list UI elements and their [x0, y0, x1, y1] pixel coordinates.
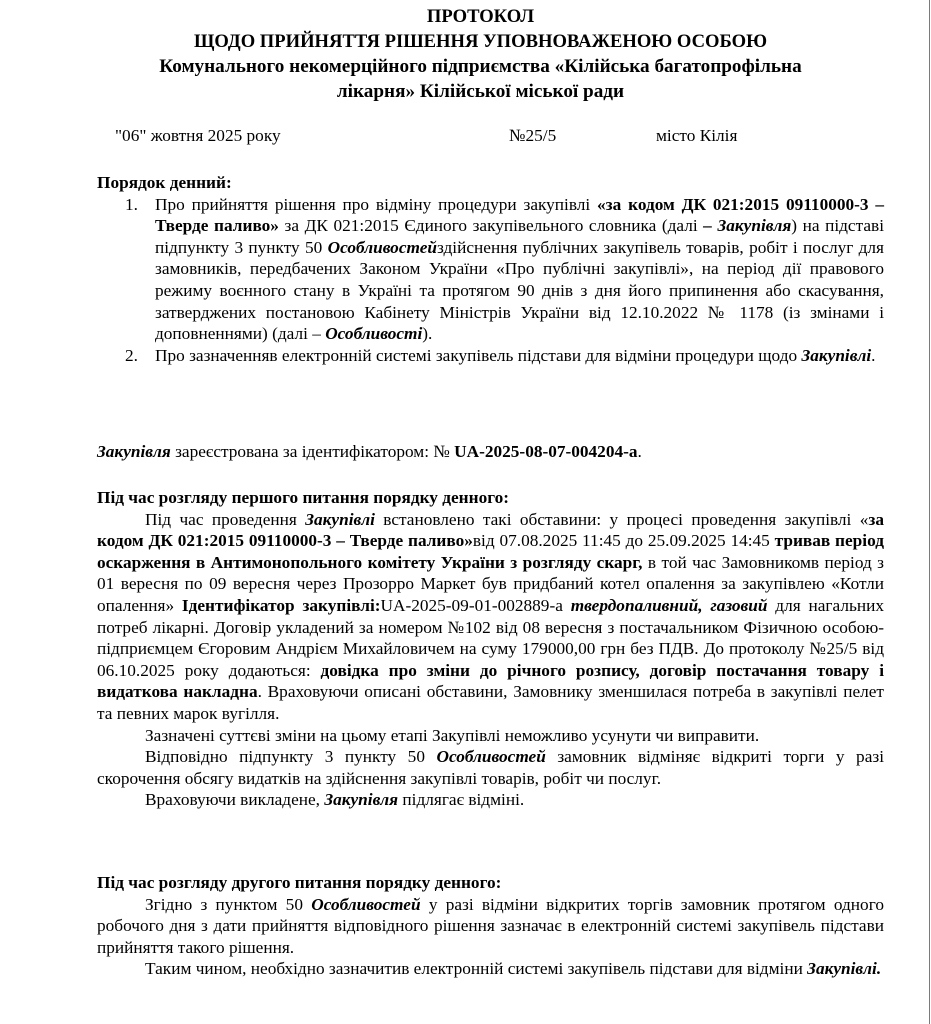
- text-run: ).: [422, 324, 433, 344]
- term-zakupivlia: Закупівля: [324, 790, 399, 810]
- text-run: від 07.08.2025 11:45 до 25.09.2025 14:45: [472, 531, 775, 551]
- text-run: Таким чином, необхідно зазначитив електронній системі закупівель підстави для відміни: [145, 959, 808, 979]
- text-run: встановлено такі обставини: у процесі проведення закупівлі «: [374, 509, 869, 529]
- boiler-type: твердопаливний, газовий: [570, 595, 768, 615]
- term-osoblyvostei: Особливостей: [436, 747, 546, 767]
- title-org-line2: лікарня» Кілійської міської ради: [336, 81, 625, 102]
- second-question-heading: Під час розгляду другого питання порядку денного:: [97, 873, 502, 892]
- title-org-line1: Комунального некомерційного підприємства «Кілійська багатопрофільна: [159, 56, 802, 77]
- registration-line: [97, 441, 884, 463]
- term-zakupivli: Закупівлі: [801, 345, 872, 365]
- appeal-period: тривав період оскарження в Антимонопольного комітету України з розгляду скарг,: [97, 531, 884, 572]
- title-subject: ЩОДО ПРИЙНЯТТЯ РІШЕННЯ УПОВНОВАЖЕНОЮ ОСОБОЮ: [193, 31, 768, 52]
- text-run: здійснення публічних закупівель товарів, робіт і послуг для замовників, передбачених Законом України «Про публічні закупівлі», на період дії правового режиму воєнного стану в Україні та протягом 90 днів з дня його припинення або скасування, затверджених постановою Кабінету Міністрів України від 12.10.2022 № 1178 (із змінами і доповненнями) (далі –: [155, 237, 885, 344]
- document-number: №25/5: [509, 126, 557, 145]
- procurement-id: UA-2025-08-07-004204-а: [454, 442, 638, 461]
- procurement-code: «за кодом ДК 021:2015 09110000-3 – Тверде паливо»: [155, 194, 884, 236]
- document-meta: [115, 125, 815, 147]
- text-run: ) на підставі підпункту 3 пункту 50: [155, 216, 885, 257]
- term-osoblyvosti: Особливості: [325, 324, 423, 344]
- procurement-id-value: UA-2025-09-01-002889-а: [380, 595, 571, 615]
- first-question-para-1: [97, 509, 884, 725]
- first-question-para-3: [97, 746, 884, 789]
- text-run: за ДК 021:2015 Єдиного закупівельного словника (далі: [278, 216, 704, 236]
- text-run: для нагальних потреб лікарні. Договір укладений за номером №102 від 08 вересня з постачальником Фізичною особою-підприємцем Єгоровим Андрієм Михайловичем на суму 179000,00 грн без ПДВ. До протоколу №25/5 від 06.10.2025 року додаються:: [97, 595, 884, 680]
- text-run: Про зазначенняв електронній системі закупівель підстави для відміни процедури щодо: [155, 345, 802, 365]
- agenda-item-1: [97, 194, 884, 345]
- text-run: Враховуючи викладене,: [145, 790, 325, 810]
- document-city: місто Кілія: [656, 126, 738, 145]
- document-title: [0, 4, 931, 104]
- agenda-heading: Порядок денний:: [97, 173, 232, 192]
- agenda-item-number: 2.: [125, 345, 138, 365]
- first-question-heading: Під час розгляду першого питання порядку денного:: [97, 488, 510, 507]
- document-date: "06" жовтня 2025 року: [115, 126, 281, 145]
- attachments-list: довідка про зміни до річного розпису, договір постачання товару і видаткова накладна: [97, 660, 884, 702]
- first-question-para-2: Зазначені суттєві зміни на цьому етапі Закупівлі неможливо усунути чи виправити.: [145, 725, 760, 745]
- agenda-list: [97, 194, 884, 367]
- first-question-section: [97, 487, 884, 811]
- agenda-item-2: [97, 345, 884, 367]
- title-protocol: ПРОТОКОЛ: [426, 6, 535, 27]
- text-run: у разі відміни відкритих торгів замовник протягом одного робочого дня з дати прийняття відповідного рішення зазначає в електронній системі закупівель підстави прийняття такого рішення.: [97, 894, 884, 957]
- text-run: Відповідно підпункту 3 пункту 50: [145, 747, 437, 767]
- agenda-section: [97, 172, 884, 366]
- term-osoblyvostei: Особливостей: [327, 237, 437, 257]
- term-zakupivli: Закупівлі.: [807, 959, 882, 979]
- text-run: .: [871, 345, 876, 365]
- document-page: [97, 0, 885, 979]
- second-question-para-1: [97, 894, 884, 959]
- page-edge-rule: [929, 0, 930, 1024]
- text-run: . Враховуючи описані обставини, Замовнику зменшилася потреба в закупівлі пелет та певних марок вугілля.: [97, 682, 884, 723]
- term-zakupivlia: – Закупівля: [703, 216, 792, 236]
- second-question-para-2: [97, 958, 884, 980]
- agenda-item-number: 1.: [125, 194, 138, 214]
- text-run: замовник відміняє відкриті торги у разі скорочення обсягу видатків на здійснення закупівлі товарів, робіт чи послуг.: [97, 747, 884, 788]
- procurement-id-label: Ідентифікатор закупівлі:: [181, 595, 381, 615]
- first-question-para-4: [97, 789, 884, 811]
- text-run: зареєстрована за ідентифікатором: №: [170, 442, 455, 461]
- text-run: Згідно з пунктом 50: [145, 894, 312, 914]
- text-run: .: [637, 442, 642, 461]
- term-zakupivli: Закупівлі: [305, 509, 375, 529]
- text-run: в той час Замовникомв період з 01 вересня по 09 вересня через Прозорро Маркет був придбаний котел опалення за закупівлею «Котли опалення»: [97, 552, 885, 615]
- text-run: Про прийняття рішення про відміну процедури закупівлі: [155, 194, 598, 214]
- term-zakupivlia: Закупівля: [97, 442, 171, 461]
- second-question-section: [97, 872, 884, 980]
- text-run: підлягає відміні.: [398, 790, 525, 810]
- text-run: Під час проведення: [145, 509, 306, 529]
- procurement-code: за кодом ДК 021:2015 09110000-3 – Тверде паливо»: [97, 509, 884, 551]
- term-osoblyvostei: Особливостей: [311, 894, 421, 914]
